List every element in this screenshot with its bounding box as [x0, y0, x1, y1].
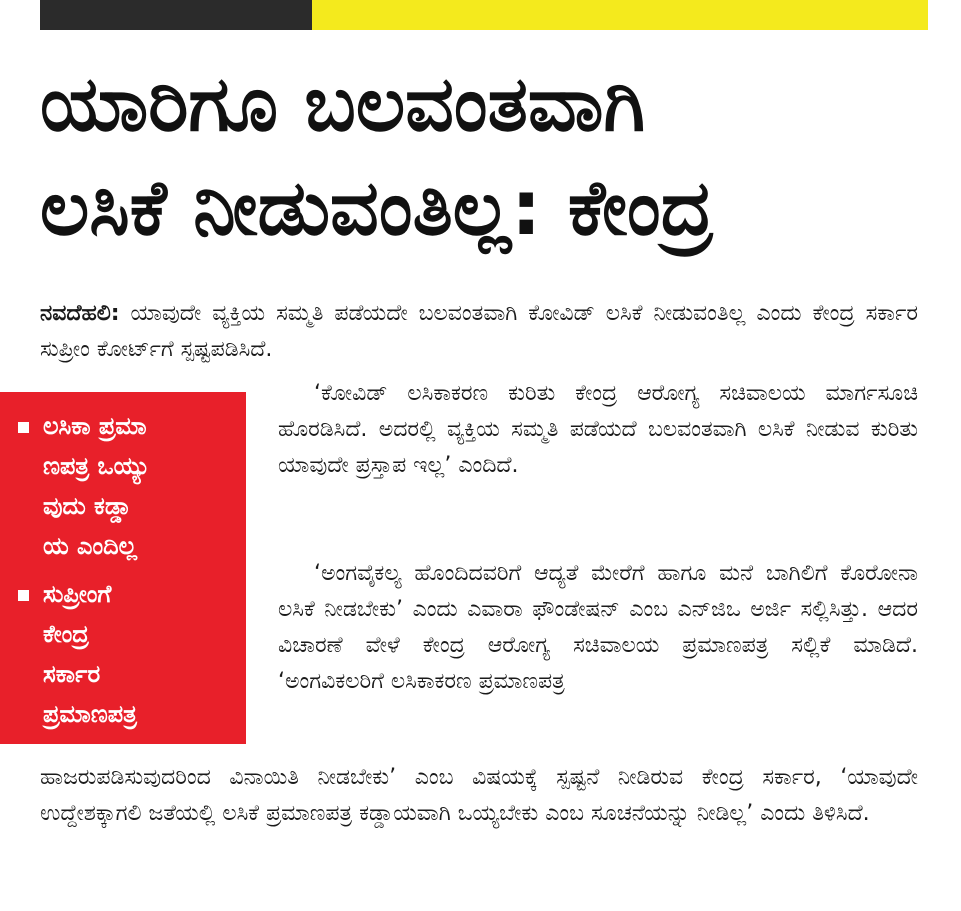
- highlight-text: [43, 406, 150, 566]
- highlight-line: ಸುಪ್ರೀಂಗೆ: [43, 580, 112, 608]
- section-strip-yellow: [312, 0, 928, 30]
- highlight-line: ಸರ್ಕಾರ: [43, 660, 101, 688]
- highlight-line: ಕೇಂದ್ರ: [43, 620, 89, 648]
- article-paragraph-1: [40, 296, 918, 368]
- highlight-item: [18, 406, 232, 566]
- highlight-line: ಪ್ರಮಾಣಪತ್ರ: [43, 700, 137, 728]
- section-strip: [40, 0, 928, 30]
- highlight-text: [43, 574, 137, 734]
- highlight-line: ವುದು ಕಡ್ಡಾ: [43, 492, 132, 520]
- headline: [40, 52, 920, 260]
- highlight-line: ಯ ಎಂದಿಲ್ಲ: [43, 532, 138, 560]
- article-paragraph-3-continued: ಹಾಜರುಪಡಿಸುವುದರಿಂದ ವಿನಾಯಿತಿ ನೀಡಬೇಕು’ ಎಂಬ ವಿಷಯಕ್ಕೆ ಸ್ಪಷ್ಟನೆ ನೀಡಿರುವ ಕೇಂದ್ರ ಸರ್ಕಾರ, ‘ಯಾವುದೇ ಉದ್ದೇಶಕ್ಕಾಗಲಿ ಜತೆಯಲ್ಲಿ ಲಸಿಕೆ ಪ್ರಮಾಣಪತ್ರ ಕಡ್ಡಾಯವಾಗಿ ಒಯ್ಯಬೇಕು ಎಂಬ ಸೂಚನೆಯನ್ನು ನೀಡಿಲ್ಲ’ ಎಂದು ತಿಳಿಸಿದೆ.: [40, 765, 918, 826]
- bullet-square-icon: [18, 590, 29, 601]
- highlight-line: ಲಸಿಕಾ ಪ್ರಮಾ: [43, 412, 147, 440]
- article-paragraph-3: ‘ಅಂಗವೈಕಲ್ಯ ಹೊಂದಿದವರಿಗೆ ಆದ್ಯತೆ ಮೇರೆಗೆ ಹಾಗೂ ಮನೆ ಬಾಗಿಲಿಗೆ ಕೊರೋನಾ ಲಸಿಕೆ ನೀಡಬೇಕು’ ಎಂದು ಎವಾರಾ ಫೌಂಡೇಷನ್ ಎಂಬ ಎನ್‌ಜಿಒ ಅರ್ಜಿ ಸಲ್ಲಿಸಿತ್ತು. ಆದರ ವಿಚಾರಣೆ ವೇಳೆ ಕೇಂದ್ರ ಆರೋಗ್ಯ ಸಚಿವಾಲಯ ಪ್ರಮಾಣಪತ್ರ ಸಲ್ಲಿಕೆ ಮಾಡಿದೆ. ‘ಅಂಗವಿಕಲರಿಗೆ ಲಸಿಕಾಕರಣ ಪ್ರಮಾಣಪತ್ರ: [278, 561, 918, 694]
- dateline: ನವದೆಹಲಿ:: [40, 301, 120, 326]
- article-paragraph-2: ‘ಕೋವಿಡ್ ಲಸಿಕಾಕರಣ ಕುರಿತು ಕೇಂದ್ರ ಆರೋಗ್ಯ ಸಚಿವಾಲಯ ಮಾರ್ಗಸೂಚಿ ಹೊರಡಿಸಿದೆ. ಅದರಲ್ಲಿ ವ್ಯಕ್ತಿಯ ಸಮ್ಮತಿ ಪಡೆಯದೆ ಬಲವಂತವಾಗಿ ಲಸಿಕೆ ನೀಡುವ ಕುರಿತು ಯಾವುದೇ ಪ್ರಸ್ತಾಪ ಇಲ್ಲ’ ಎಂದಿದೆ.: [278, 381, 918, 478]
- highlight-item: [18, 574, 232, 734]
- section-strip-dark: [40, 0, 312, 30]
- headline-line-2: ಲಸಿಕೆ ನೀಡುವಂತಿಲ್ಲ: ಕೇಂದ್ರ: [40, 163, 714, 252]
- headline-line-1: ಯಾರಿಗೂ ಬಲವಂತವಾಗಿ: [40, 59, 646, 148]
- highlight-line: ಣಪತ್ರ ಒಯ್ಯು: [43, 452, 151, 480]
- highlights-box: [0, 392, 246, 744]
- bullet-square-icon: [18, 422, 29, 433]
- paragraph-1-text: ಯಾವುದೇ ವ್ಯಕ್ತಿಯ ಸಮ್ಮತಿ ಪಡೆಯದೇ ಬಲವಂತವಾಗಿ ಕೋವಿಡ್ ಲಸಿಕೆ ನೀಡುವಂತಿಲ್ಲ ಎಂದು ಕೇಂದ್ರ ಸರ್ಕಾರ ಸುಪ್ರೀಂ ಕೋರ್ಟ್‌ಗೆ ಸ್ಪಷ್ಟಪಡಿಸಿದೆ.: [40, 301, 918, 362]
